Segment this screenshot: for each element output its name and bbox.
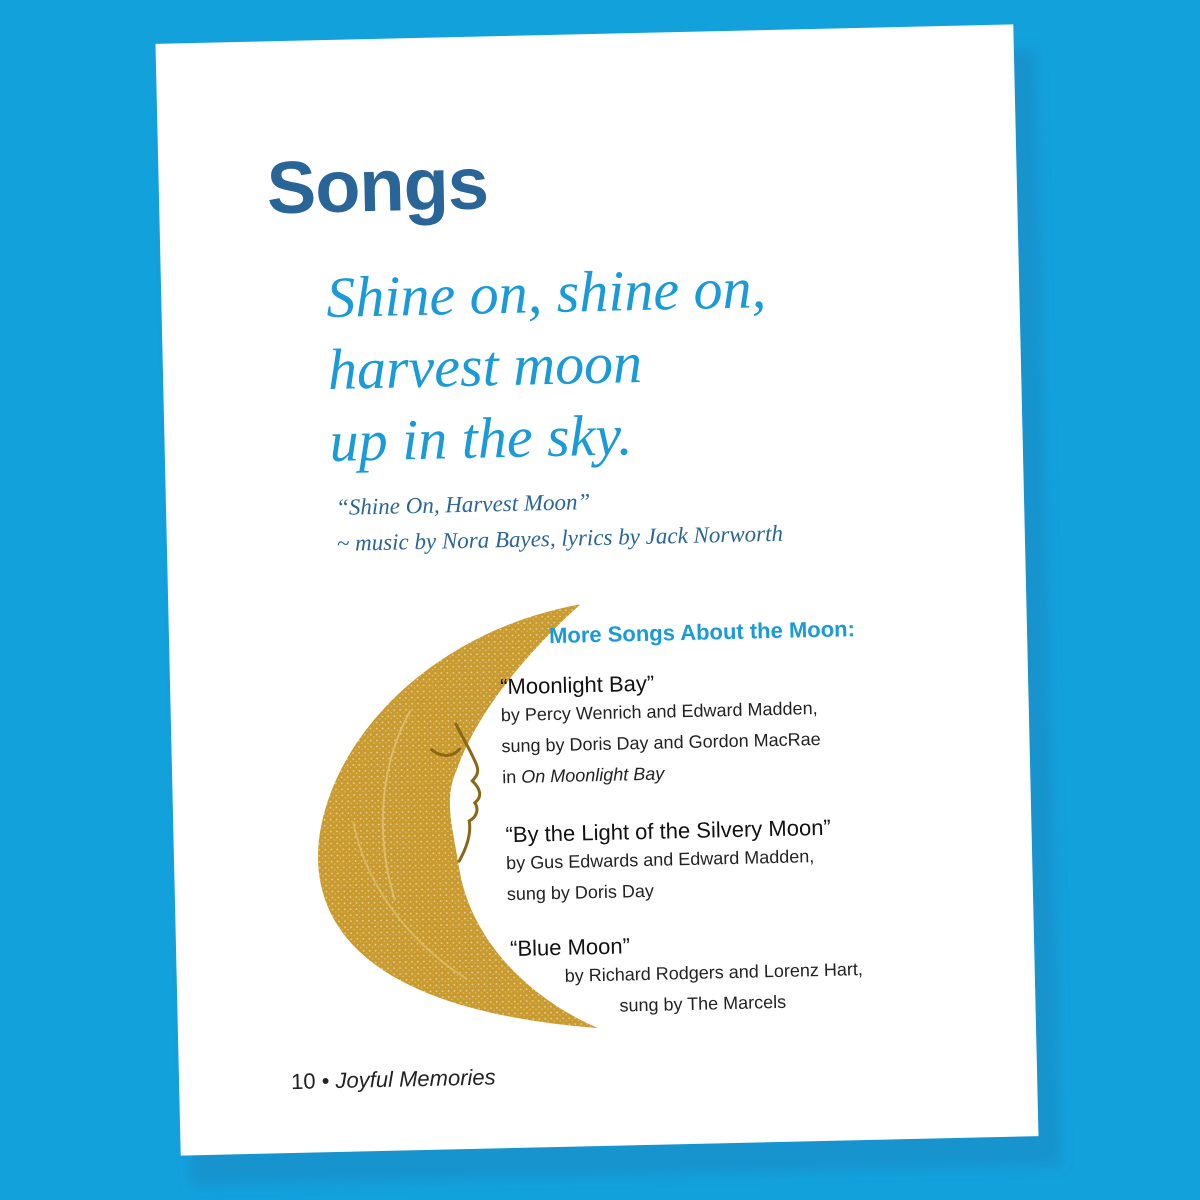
- song-credit: by Gus Edwards and Edward Madden,: [505, 846, 815, 874]
- quote-line: up in the sky.: [328, 402, 634, 475]
- document-page: [155, 24, 1038, 1155]
- page-footer: [291, 1064, 496, 1095]
- more-songs-heading: More Songs About the Moon:: [548, 616, 856, 649]
- song-credit: by Richard Rodgers and Lorenz Hart,: [564, 959, 864, 986]
- song-quote: [325, 248, 950, 478]
- page-number: 10: [290, 1068, 316, 1095]
- film-title: On Moonlight Bay: [521, 763, 665, 787]
- song-entry: [510, 928, 864, 1024]
- song-performer: sung by Doris Day and Gordon MacRae: [501, 728, 821, 757]
- publication-name: Joyful Memories: [335, 1064, 496, 1094]
- song-title: “Moonlight Bay”: [499, 670, 655, 700]
- page-title: Songs: [265, 141, 489, 230]
- song-performer: sung by The Marcels: [619, 991, 787, 1016]
- quote-line: harvest moon: [327, 329, 643, 403]
- song-title: “By the Light of the Silvery Moon”: [505, 814, 831, 848]
- song-credit: by Percy Wenrich and Edward Madden,: [500, 698, 818, 726]
- song-film: in On Moonlight Bay: [501, 763, 665, 788]
- song-performer: sung by Doris Day: [506, 880, 655, 905]
- song-title: “Blue Moon”: [509, 933, 631, 962]
- quote-attribution: [336, 480, 784, 562]
- page-content: [155, 24, 1038, 1155]
- attribution-song: “Shine On, Harvest Moon”: [335, 489, 591, 520]
- attribution-credit: ~ music by Nora Bayes, lyrics by Jack Norworth: [336, 520, 784, 556]
- song-entry: [505, 815, 832, 910]
- footer-separator: •: [315, 1068, 336, 1094]
- quote-line: Shine on, shine on,: [325, 255, 767, 331]
- song-entry: [500, 667, 822, 793]
